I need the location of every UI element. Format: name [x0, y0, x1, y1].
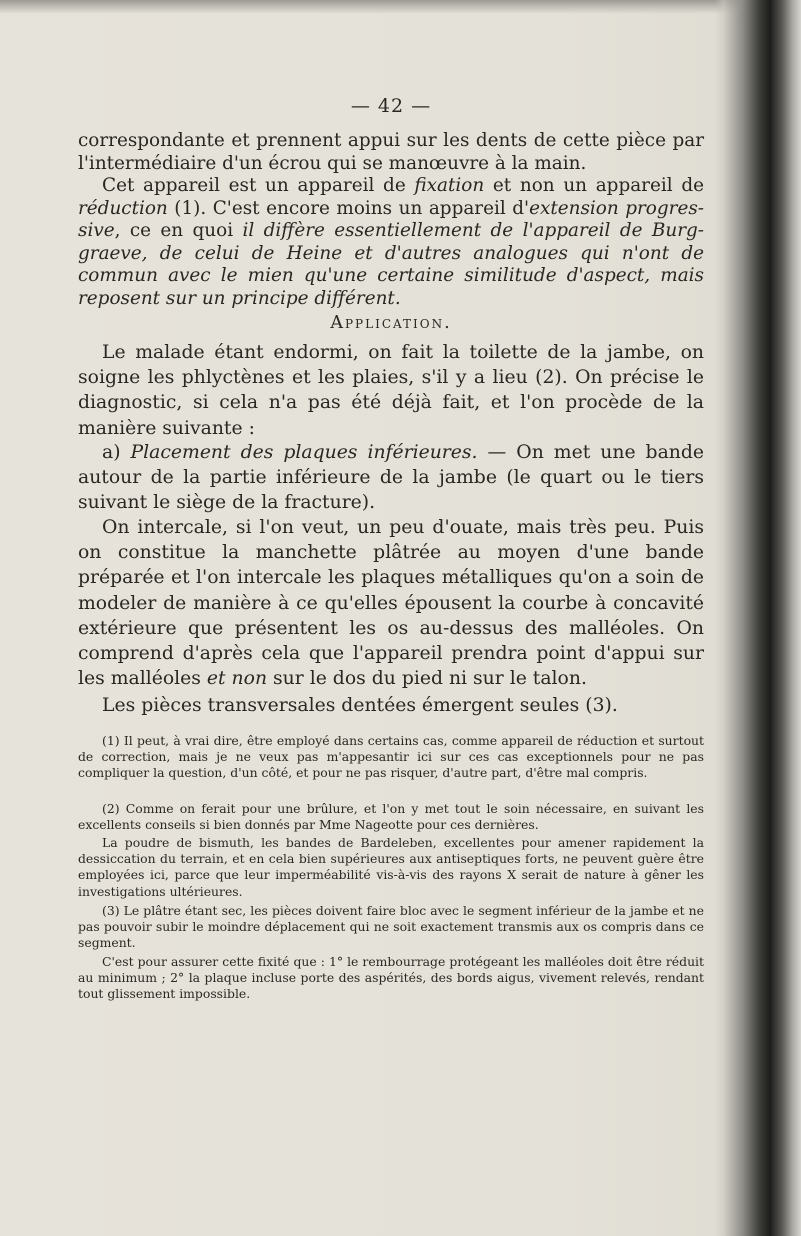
intro-paragraph-1: correspondante et prennent appui sur les dents de cette pièce par l'intermédiaire d'un écrou qui se manœuvre à la main.: [78, 130, 704, 174]
page-number: — 42 —: [350, 95, 432, 117]
application-paragraph-1: Le malade étant endormi, on fait la toilette de la jambe, on soigne les phlyctènes et les plaies, s'il y a lieu (2). On précise le diagnostic, si cela n'a pas été déjà fait, et l'on procède de la manière suivante :: [78, 342, 704, 439]
application-paragraph-3: On intercale, si l'on veut, un peu d'ouate, mais très peu. Puis on constitue la manchette plâtrée au moyen d'une bande préparée et l'on intercale les plaques métalliques qu'on a soin de modeler de manière à ce qu'elles épousent la courbe à concavité extérieure que présentent les os au-dessus des malléoles. On comprend d'après cela que l'appareil prendra point d'appui sur les malléoles et non sur le dos du pied ni sur le talon.: [78, 517, 704, 690]
intro-paragraph-2: Cet appareil est un appareil de fixation et non un appareil de réduction (1). C'est encore moins un appareil d'extension progres-sive, ce en quoi il diffère essentiellement de l'appareil de Burg-graeve, de celui de Heine et d'autres analogues qui n'ont de commun avec le mien qu'une certaine similitude d'aspect, mais reposent sur un principe différent.: [78, 175, 704, 309]
footnote-3-continued: C'est pour assurer cette fixité que : 1° le rembourrage protégeant les malléoles doit être réduit au minimum ; 2° la plaque incluse porte des aspérités, des bords aigus, vivement relevés, rendant tout glissement impossible.: [78, 954, 704, 1002]
section-heading-application: Application.: [330, 313, 452, 333]
footnote-2: (2) Comme on ferait pour une brûlure, et l'on y met tout le soin nécessaire, en suivant les excellents conseils si bien donnés par Mme Nageotte pour ces dernières.: [78, 801, 704, 833]
footnote-3: (3) Le plâtre étant sec, les pièces doivent faire bloc avec le segment inférieur de la jambe et ne pas pouvoir subir le moindre déplacement qui ne soit exactement transmis aux os compris dans ce segment.: [78, 903, 704, 951]
book-binding-edge: [715, 0, 801, 1236]
footnote-1: (1) Il peut, à vrai dire, être employé dans certains cas, comme appareil de réduction et surtout de correction, mais je ne veux pas m'appesantir ici sur ces cas exceptionnels pour ne pas compliquer la question, d'un côté, et pour ne pas risquer, d'autre part, d'être mal compris.: [78, 733, 704, 781]
page-top-edge: [0, 0, 801, 14]
application-paragraph-2: a) Placement des plaques inférieures. — On met une bande autour de la partie inférieure de la jambe (le quart ou le tiers suivant le siège de la fracture).: [78, 442, 705, 514]
footnote-2-continued: La poudre de bismuth, les bandes de Bardeleben, excellentes pour amener rapidement la dessiccation du terrain, et en cela bien supérieures aux antiseptiques forts, ne peuvent guère être employées ici, parce que leur imperméabilité vis-à-vis des rayons X serait de nature à gêner les investigations ultérieures.: [78, 835, 704, 899]
application-paragraph-4: Les pièces transversales dentées émergent seules (3).: [102, 695, 618, 716]
